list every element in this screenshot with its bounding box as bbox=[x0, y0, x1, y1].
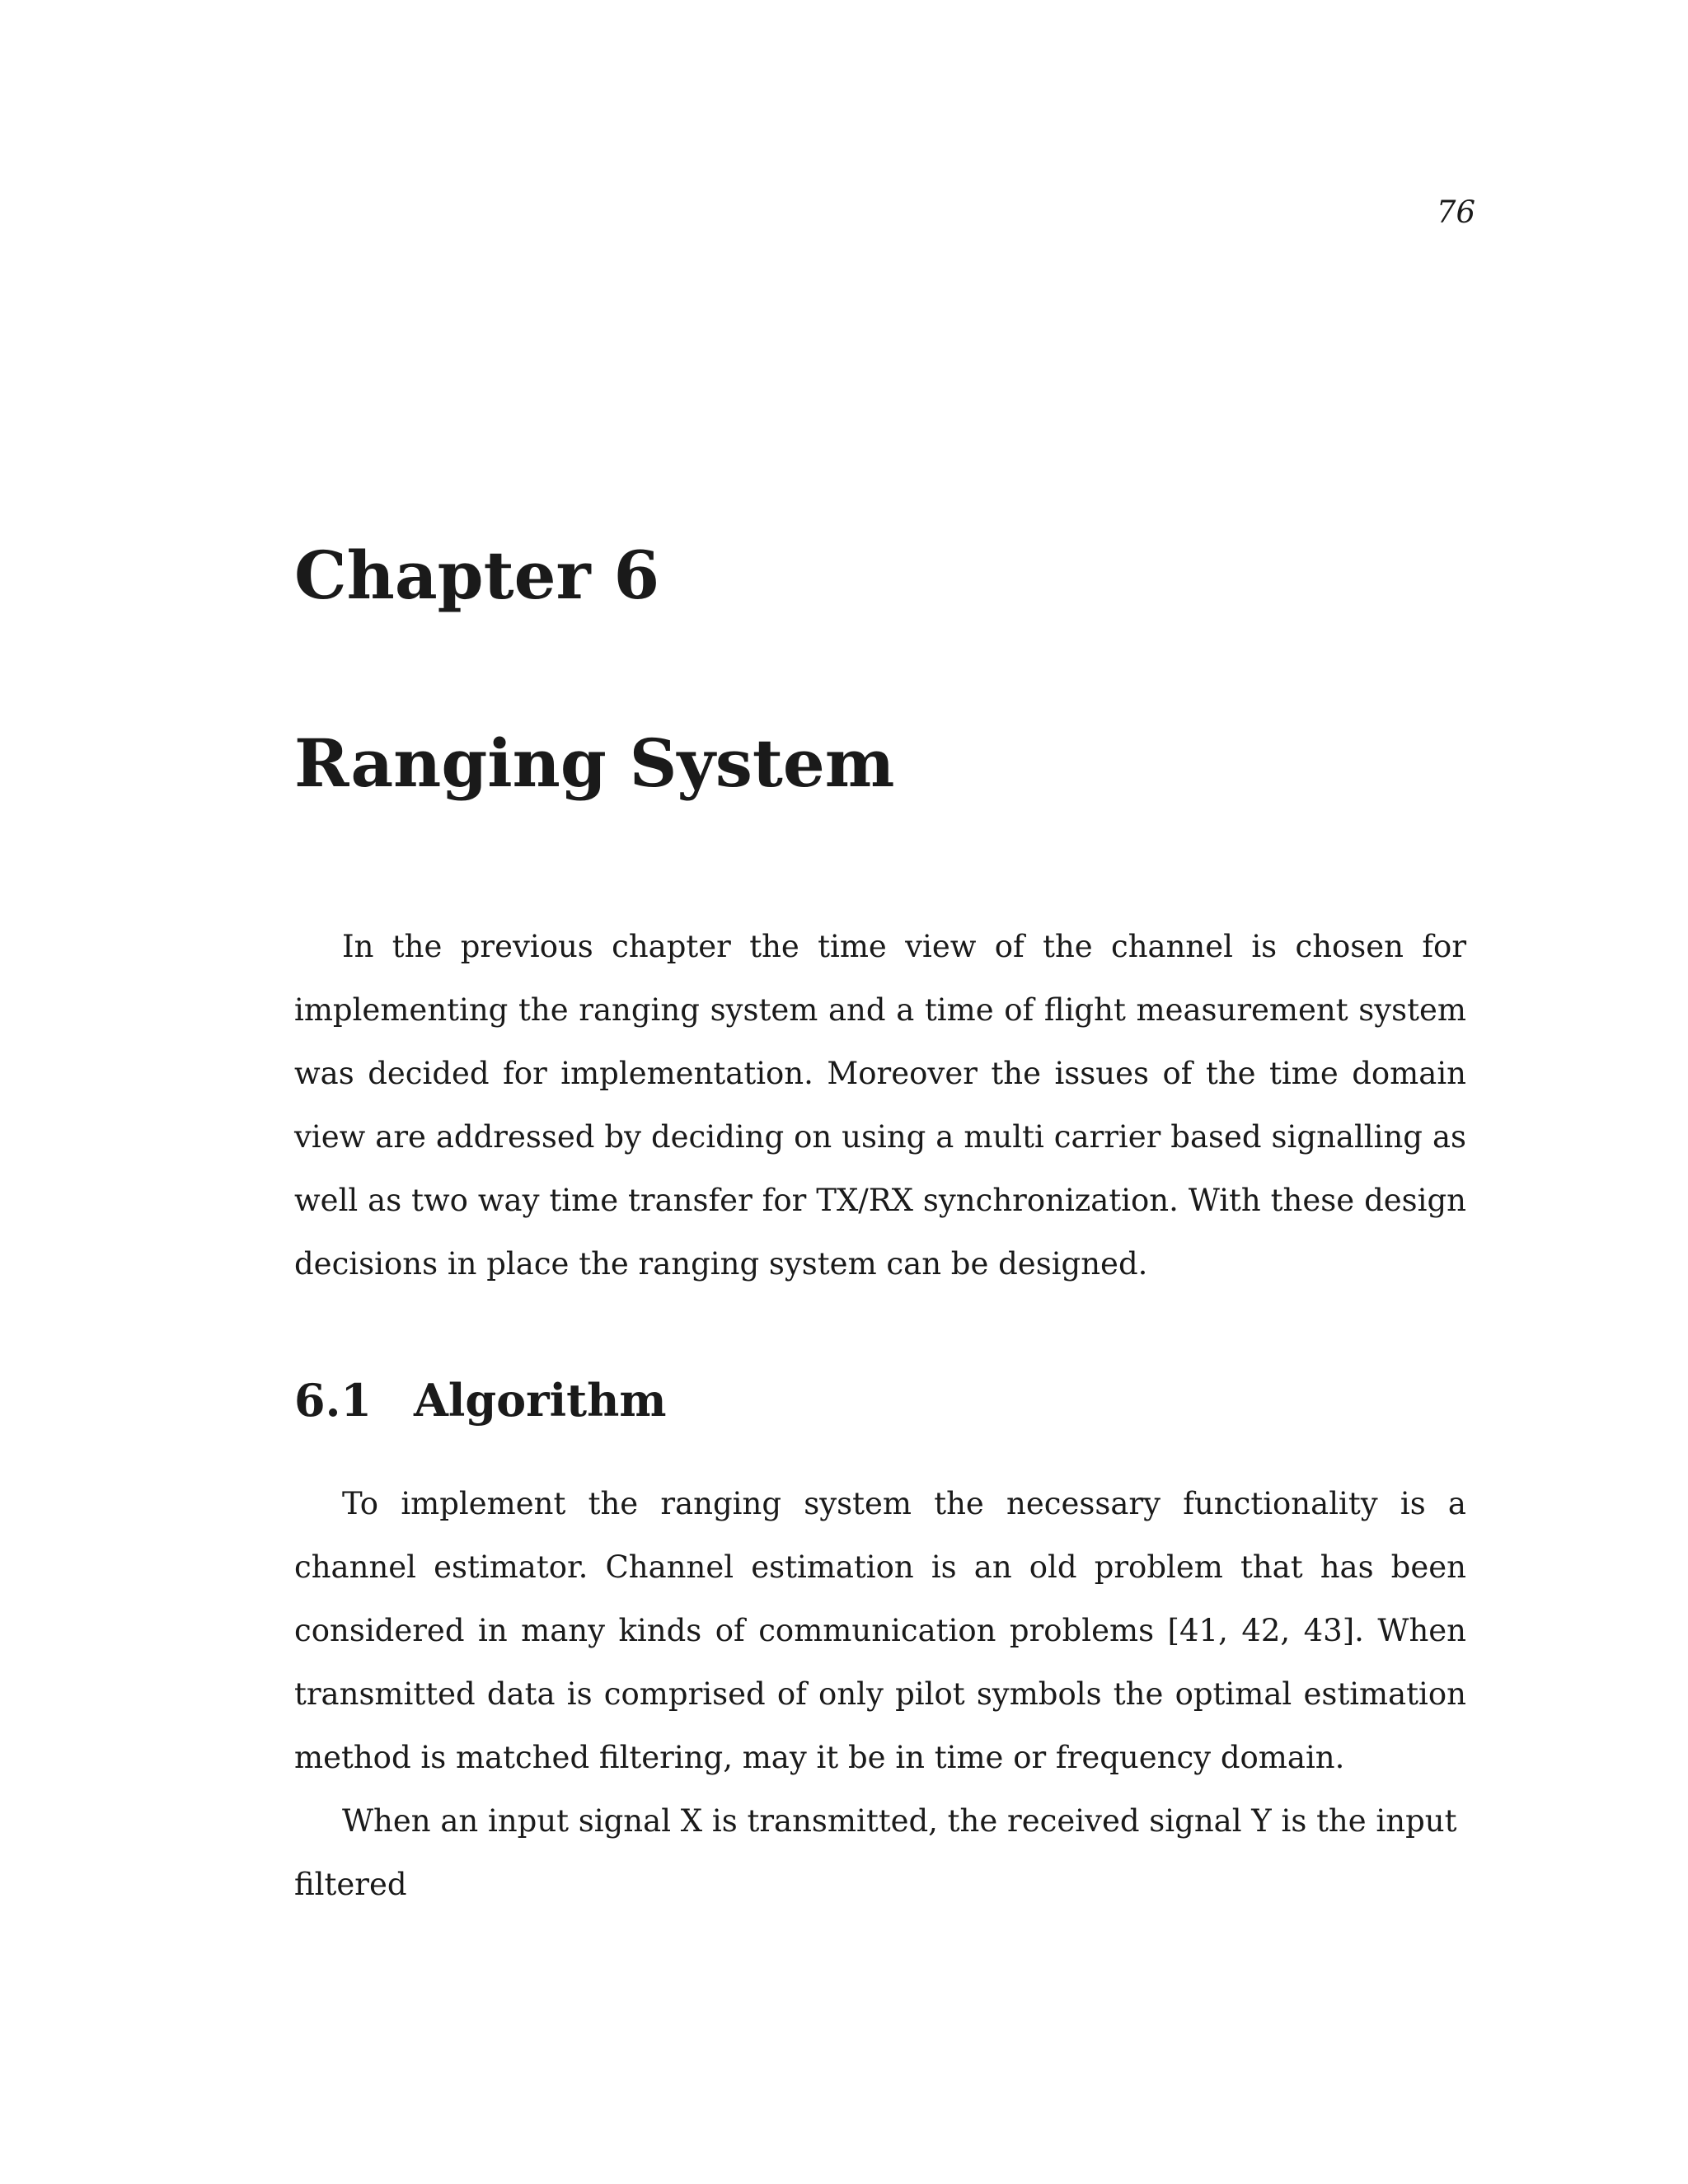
section-paragraph: When an input signal X is transmitted, the received signal Y is the input filtered bbox=[294, 1803, 1457, 1902]
section-body bbox=[294, 1472, 1466, 1916]
section-title: Algorithm bbox=[414, 1374, 667, 1427]
page-number: 76 bbox=[1436, 194, 1475, 230]
chapter-intro bbox=[294, 915, 1466, 1296]
intro-paragraph: In the previous chapter the time view of the channel is chosen for implementing the ranging system and a time of flight measurement system was decided for implementation. Moreover the issues of the time domain view are addressed by deciding on using a multi carrier based signalling as well as two way time transfer for TX/RX synchronization. With these design decisions in place the ranging system can be designed. bbox=[294, 929, 1466, 1282]
chapter-title: Ranging System bbox=[294, 724, 895, 802]
section-paragraph: To implement the ranging system the necessary functionality is a channel estimator. Channel estimation is an old problem that has been considered in many kinds of communication problems [41, 42, 43]. When transmitted data is comprised of only pilot symbols the optimal estimation method is matched filtering, may it be in time or frequency domain. bbox=[294, 1486, 1466, 1775]
section-number: 6.1 bbox=[294, 1374, 372, 1427]
section-heading bbox=[294, 1371, 667, 1429]
chapter-label: Chapter 6 bbox=[294, 537, 660, 614]
